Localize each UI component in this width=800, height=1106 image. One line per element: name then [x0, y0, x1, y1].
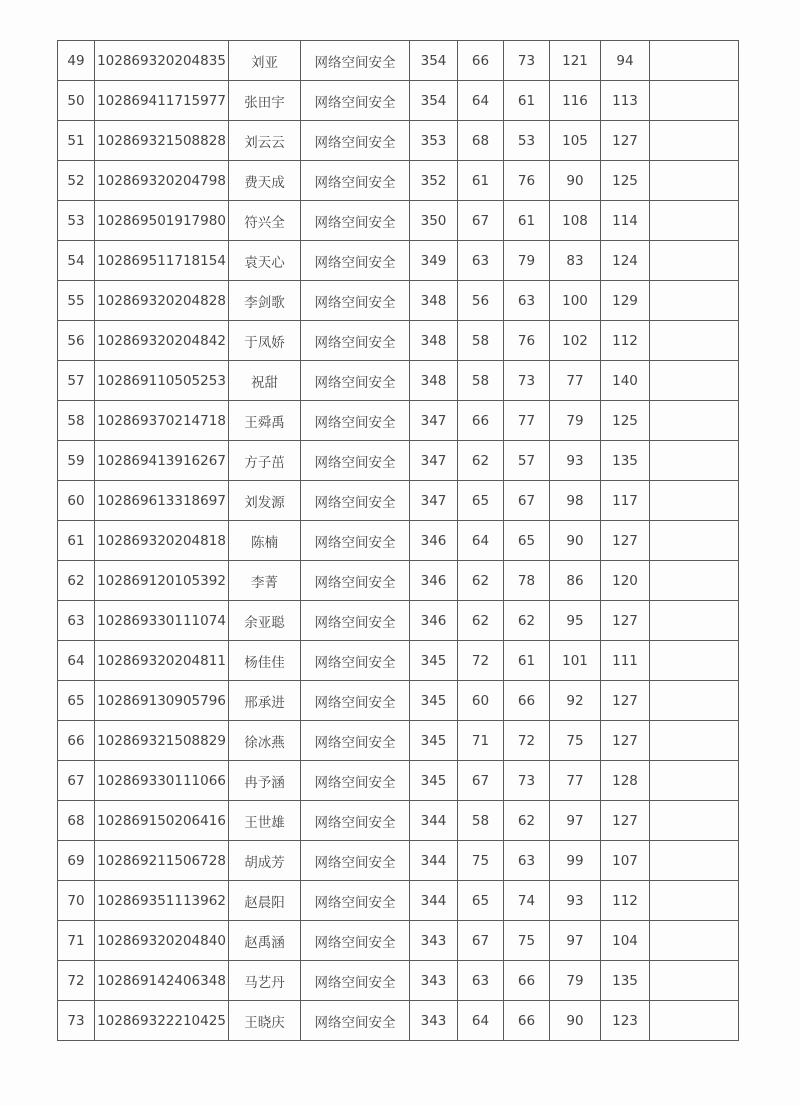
cell-total: 350	[410, 201, 458, 241]
cell-name: 于凤娇	[229, 321, 301, 361]
cell-major: 网络空间安全	[301, 41, 410, 81]
cell-seq: 73	[58, 1001, 95, 1041]
cell-score-4: 128	[601, 761, 650, 801]
cell-score-2: 66	[504, 681, 550, 721]
cell-score-1: 64	[458, 1001, 504, 1041]
cell-note	[650, 481, 739, 521]
cell-score-1: 61	[458, 161, 504, 201]
cell-note	[650, 41, 739, 81]
cell-seq: 71	[58, 921, 95, 961]
cell-name: 刘云云	[229, 121, 301, 161]
cell-note	[650, 241, 739, 281]
cell-seq: 60	[58, 481, 95, 521]
cell-name: 李菁	[229, 561, 301, 601]
cell-name: 邢承进	[229, 681, 301, 721]
table-row	[58, 521, 739, 561]
cell-exam-id: 102869110505253	[95, 361, 229, 401]
cell-score-1: 58	[458, 321, 504, 361]
cell-name: 杨佳佳	[229, 641, 301, 681]
cell-score-3: 105	[550, 121, 601, 161]
cell-major: 网络空间安全	[301, 81, 410, 121]
cell-score-2: 67	[504, 481, 550, 521]
cell-score-2: 61	[504, 641, 550, 681]
cell-seq: 61	[58, 521, 95, 561]
cell-score-4: 107	[601, 841, 650, 881]
table-row	[58, 481, 739, 521]
cell-seq: 58	[58, 401, 95, 441]
cell-score-2: 65	[504, 521, 550, 561]
cell-score-2: 76	[504, 161, 550, 201]
cell-seq: 65	[58, 681, 95, 721]
cell-name: 费天成	[229, 161, 301, 201]
cell-score-4: 127	[601, 521, 650, 561]
cell-score-2: 73	[504, 361, 550, 401]
table-row	[58, 81, 739, 121]
cell-exam-id: 102869413916267	[95, 441, 229, 481]
cell-name: 王舜禹	[229, 401, 301, 441]
cell-total: 347	[410, 441, 458, 481]
cell-score-2: 75	[504, 921, 550, 961]
cell-note	[650, 201, 739, 241]
cell-score-1: 65	[458, 481, 504, 521]
cell-major: 网络空间安全	[301, 441, 410, 481]
cell-name: 赵晨阳	[229, 881, 301, 921]
cell-total: 344	[410, 881, 458, 921]
cell-seq: 55	[58, 281, 95, 321]
cell-note	[650, 121, 739, 161]
cell-exam-id: 102869211506728	[95, 841, 229, 881]
cell-score-1: 58	[458, 801, 504, 841]
cell-score-4: 135	[601, 961, 650, 1001]
cell-score-4: 112	[601, 321, 650, 361]
cell-score-2: 73	[504, 761, 550, 801]
cell-note	[650, 161, 739, 201]
cell-score-1: 67	[458, 201, 504, 241]
cell-score-1: 58	[458, 361, 504, 401]
cell-score-4: 129	[601, 281, 650, 321]
cell-name: 冉予涵	[229, 761, 301, 801]
cell-note	[650, 721, 739, 761]
cell-score-3: 77	[550, 361, 601, 401]
cell-major: 网络空间安全	[301, 601, 410, 641]
cell-score-3: 101	[550, 641, 601, 681]
table-row	[58, 601, 739, 641]
cell-score-2: 77	[504, 401, 550, 441]
cell-score-4: 120	[601, 561, 650, 601]
cell-score-1: 72	[458, 641, 504, 681]
table-body	[58, 41, 739, 1041]
cell-score-3: 79	[550, 401, 601, 441]
cell-exam-id: 102869142406348	[95, 961, 229, 1001]
cell-score-4: 124	[601, 241, 650, 281]
cell-total: 344	[410, 801, 458, 841]
cell-total: 348	[410, 361, 458, 401]
cell-major: 网络空间安全	[301, 721, 410, 761]
cell-score-1: 75	[458, 841, 504, 881]
cell-score-4: 125	[601, 161, 650, 201]
cell-seq: 52	[58, 161, 95, 201]
cell-score-1: 67	[458, 921, 504, 961]
cell-name: 陈楠	[229, 521, 301, 561]
cell-exam-id: 102869320204842	[95, 321, 229, 361]
cell-seq: 53	[58, 201, 95, 241]
cell-score-3: 83	[550, 241, 601, 281]
cell-score-1: 67	[458, 761, 504, 801]
cell-note	[650, 561, 739, 601]
cell-exam-id: 102869320204798	[95, 161, 229, 201]
cell-seq: 62	[58, 561, 95, 601]
cell-score-3: 77	[550, 761, 601, 801]
cell-score-4: 127	[601, 121, 650, 161]
cell-score-4: 127	[601, 601, 650, 641]
cell-note	[650, 921, 739, 961]
cell-note	[650, 361, 739, 401]
cell-score-3: 95	[550, 601, 601, 641]
cell-seq: 54	[58, 241, 95, 281]
cell-score-4: 114	[601, 201, 650, 241]
cell-total: 345	[410, 641, 458, 681]
cell-total: 343	[410, 961, 458, 1001]
cell-score-1: 62	[458, 561, 504, 601]
cell-score-1: 64	[458, 81, 504, 121]
cell-score-3: 99	[550, 841, 601, 881]
cell-score-3: 86	[550, 561, 601, 601]
cell-major: 网络空间安全	[301, 521, 410, 561]
cell-seq: 70	[58, 881, 95, 921]
cell-name: 张田宇	[229, 81, 301, 121]
cell-name: 符兴全	[229, 201, 301, 241]
table-row	[58, 41, 739, 81]
cell-total: 345	[410, 761, 458, 801]
cell-score-2: 66	[504, 1001, 550, 1041]
table-row	[58, 801, 739, 841]
cell-note	[650, 1001, 739, 1041]
cell-name: 祝甜	[229, 361, 301, 401]
cell-major: 网络空间安全	[301, 961, 410, 1001]
cell-score-1: 65	[458, 881, 504, 921]
cell-major: 网络空间安全	[301, 561, 410, 601]
cell-seq: 63	[58, 601, 95, 641]
cell-note	[650, 601, 739, 641]
cell-exam-id: 102869351113962	[95, 881, 229, 921]
cell-score-4: 140	[601, 361, 650, 401]
cell-score-2: 61	[504, 81, 550, 121]
cell-exam-id: 102869320204840	[95, 921, 229, 961]
cell-major: 网络空间安全	[301, 201, 410, 241]
cell-name: 袁天心	[229, 241, 301, 281]
cell-exam-id: 102869501917980	[95, 201, 229, 241]
cell-score-3: 121	[550, 41, 601, 81]
cell-score-2: 66	[504, 961, 550, 1001]
cell-note	[650, 441, 739, 481]
cell-score-2: 61	[504, 201, 550, 241]
cell-name: 赵禹涵	[229, 921, 301, 961]
cell-score-2: 78	[504, 561, 550, 601]
cell-score-4: 113	[601, 81, 650, 121]
cell-major: 网络空间安全	[301, 401, 410, 441]
cell-score-2: 72	[504, 721, 550, 761]
cell-total: 346	[410, 561, 458, 601]
cell-score-4: 123	[601, 1001, 650, 1041]
cell-major: 网络空间安全	[301, 1001, 410, 1041]
cell-major: 网络空间安全	[301, 361, 410, 401]
cell-seq: 50	[58, 81, 95, 121]
cell-name: 刘亚	[229, 41, 301, 81]
table-row	[58, 1001, 739, 1041]
cell-name: 方子茁	[229, 441, 301, 481]
cell-major: 网络空间安全	[301, 641, 410, 681]
cell-note	[650, 881, 739, 921]
cell-score-2: 74	[504, 881, 550, 921]
cell-seq: 51	[58, 121, 95, 161]
table-row	[58, 761, 739, 801]
cell-score-4: 135	[601, 441, 650, 481]
cell-exam-id: 102869130905796	[95, 681, 229, 721]
cell-score-1: 62	[458, 601, 504, 641]
cell-score-4: 117	[601, 481, 650, 521]
cell-note	[650, 681, 739, 721]
table-row	[58, 241, 739, 281]
cell-score-1: 66	[458, 401, 504, 441]
cell-score-3: 93	[550, 441, 601, 481]
cell-name: 王晓庆	[229, 1001, 301, 1041]
table-row	[58, 281, 739, 321]
cell-exam-id: 102869150206416	[95, 801, 229, 841]
cell-major: 网络空间安全	[301, 761, 410, 801]
cell-score-1: 68	[458, 121, 504, 161]
table-row	[58, 921, 739, 961]
table-row	[58, 321, 739, 361]
cell-seq: 68	[58, 801, 95, 841]
cell-score-2: 76	[504, 321, 550, 361]
table-row	[58, 841, 739, 881]
cell-score-4: 111	[601, 641, 650, 681]
cell-exam-id: 102869320204828	[95, 281, 229, 321]
cell-score-4: 127	[601, 721, 650, 761]
cell-exam-id: 102869322210425	[95, 1001, 229, 1041]
cell-major: 网络空间安全	[301, 281, 410, 321]
cell-exam-id: 102869330111066	[95, 761, 229, 801]
cell-total: 349	[410, 241, 458, 281]
cell-exam-id: 102869320204835	[95, 41, 229, 81]
cell-seq: 56	[58, 321, 95, 361]
cell-note	[650, 641, 739, 681]
cell-name: 余亚聪	[229, 601, 301, 641]
cell-score-4: 125	[601, 401, 650, 441]
cell-note	[650, 281, 739, 321]
cell-exam-id: 102869613318697	[95, 481, 229, 521]
cell-score-3: 102	[550, 321, 601, 361]
cell-score-3: 90	[550, 161, 601, 201]
cell-score-1: 62	[458, 441, 504, 481]
cell-score-3: 92	[550, 681, 601, 721]
cell-score-3: 98	[550, 481, 601, 521]
cell-note	[650, 841, 739, 881]
cell-total: 352	[410, 161, 458, 201]
cell-score-1: 66	[458, 41, 504, 81]
cell-note	[650, 321, 739, 361]
cell-exam-id: 102869120105392	[95, 561, 229, 601]
cell-seq: 69	[58, 841, 95, 881]
cell-major: 网络空间安全	[301, 881, 410, 921]
cell-seq: 66	[58, 721, 95, 761]
table-row	[58, 641, 739, 681]
cell-major: 网络空间安全	[301, 481, 410, 521]
cell-total: 345	[410, 721, 458, 761]
cell-score-1: 56	[458, 281, 504, 321]
cell-major: 网络空间安全	[301, 921, 410, 961]
cell-score-2: 53	[504, 121, 550, 161]
cell-score-1: 63	[458, 961, 504, 1001]
cell-total: 345	[410, 681, 458, 721]
cell-score-2: 63	[504, 841, 550, 881]
cell-score-4: 127	[601, 801, 650, 841]
cell-total: 346	[410, 521, 458, 561]
cell-total: 346	[410, 601, 458, 641]
score-table	[57, 40, 739, 1041]
cell-note	[650, 81, 739, 121]
cell-seq: 59	[58, 441, 95, 481]
table-row	[58, 441, 739, 481]
cell-major: 网络空间安全	[301, 321, 410, 361]
table-row	[58, 881, 739, 921]
cell-exam-id: 102869320204811	[95, 641, 229, 681]
cell-seq: 67	[58, 761, 95, 801]
table-row	[58, 161, 739, 201]
cell-score-1: 71	[458, 721, 504, 761]
cell-total: 344	[410, 841, 458, 881]
table-row	[58, 681, 739, 721]
cell-exam-id: 102869330111074	[95, 601, 229, 641]
cell-score-3: 79	[550, 961, 601, 1001]
cell-total: 347	[410, 401, 458, 441]
cell-name: 李剑歌	[229, 281, 301, 321]
cell-exam-id: 102869321508828	[95, 121, 229, 161]
cell-score-4: 112	[601, 881, 650, 921]
cell-name: 王世雄	[229, 801, 301, 841]
cell-major: 网络空间安全	[301, 841, 410, 881]
cell-score-3: 93	[550, 881, 601, 921]
cell-exam-id: 102869411715977	[95, 81, 229, 121]
cell-score-4: 104	[601, 921, 650, 961]
cell-major: 网络空间安全	[301, 241, 410, 281]
cell-note	[650, 401, 739, 441]
cell-score-3: 100	[550, 281, 601, 321]
cell-total: 354	[410, 41, 458, 81]
cell-major: 网络空间安全	[301, 121, 410, 161]
cell-note	[650, 961, 739, 1001]
cell-total: 343	[410, 921, 458, 961]
table-row	[58, 721, 739, 761]
cell-total: 353	[410, 121, 458, 161]
cell-major: 网络空间安全	[301, 801, 410, 841]
cell-score-3: 90	[550, 1001, 601, 1041]
cell-score-2: 62	[504, 801, 550, 841]
cell-note	[650, 761, 739, 801]
table-row	[58, 201, 739, 241]
cell-note	[650, 521, 739, 561]
cell-exam-id: 102869320204818	[95, 521, 229, 561]
cell-name: 刘发源	[229, 481, 301, 521]
cell-score-2: 73	[504, 41, 550, 81]
cell-note	[650, 801, 739, 841]
cell-score-3: 97	[550, 921, 601, 961]
cell-total: 347	[410, 481, 458, 521]
cell-score-3: 75	[550, 721, 601, 761]
cell-score-3: 116	[550, 81, 601, 121]
cell-seq: 64	[58, 641, 95, 681]
cell-total: 348	[410, 321, 458, 361]
cell-major: 网络空间安全	[301, 681, 410, 721]
cell-exam-id: 102869321508829	[95, 721, 229, 761]
cell-score-3: 97	[550, 801, 601, 841]
table-row	[58, 961, 739, 1001]
cell-seq: 49	[58, 41, 95, 81]
cell-score-3: 90	[550, 521, 601, 561]
table-row	[58, 121, 739, 161]
cell-score-1: 63	[458, 241, 504, 281]
cell-name: 马艺丹	[229, 961, 301, 1001]
cell-total: 348	[410, 281, 458, 321]
cell-score-1: 60	[458, 681, 504, 721]
table-row	[58, 361, 739, 401]
cell-score-3: 108	[550, 201, 601, 241]
cell-name: 胡成芳	[229, 841, 301, 881]
table-row	[58, 401, 739, 441]
cell-total: 343	[410, 1001, 458, 1041]
cell-seq: 72	[58, 961, 95, 1001]
table-row	[58, 561, 739, 601]
cell-exam-id: 102869370214718	[95, 401, 229, 441]
cell-exam-id: 102869511718154	[95, 241, 229, 281]
cell-score-2: 57	[504, 441, 550, 481]
cell-name: 徐冰燕	[229, 721, 301, 761]
cell-seq: 57	[58, 361, 95, 401]
cell-major: 网络空间安全	[301, 161, 410, 201]
cell-score-4: 94	[601, 41, 650, 81]
cell-score-4: 127	[601, 681, 650, 721]
cell-score-1: 64	[458, 521, 504, 561]
cell-total: 354	[410, 81, 458, 121]
cell-score-2: 79	[504, 241, 550, 281]
cell-score-2: 62	[504, 601, 550, 641]
cell-score-2: 63	[504, 281, 550, 321]
